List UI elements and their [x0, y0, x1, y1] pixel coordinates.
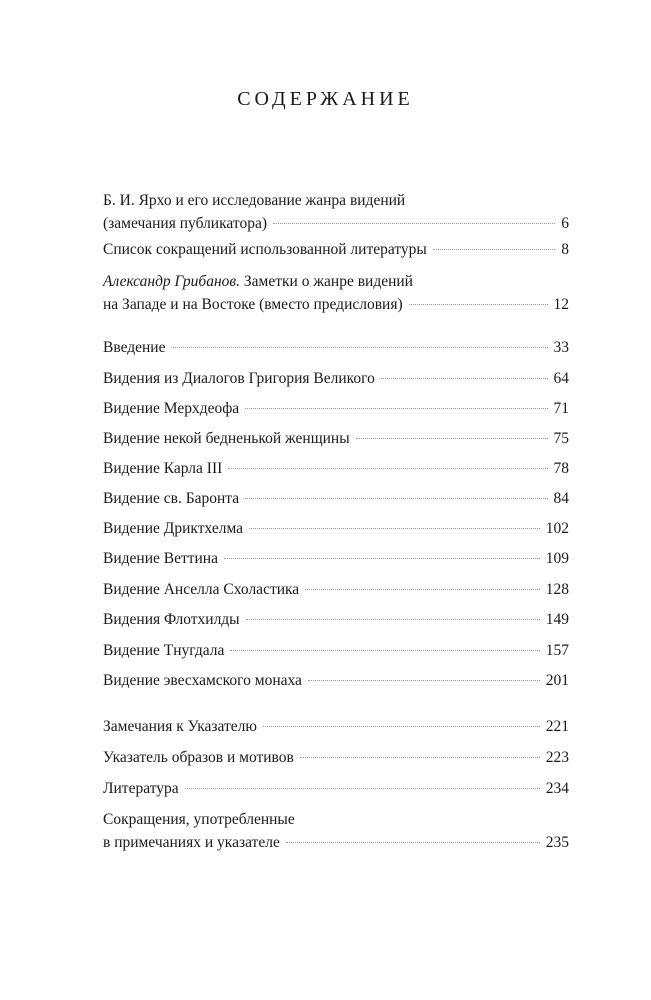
toc-entry-title: в примечаниях и указателе [103, 834, 280, 851]
toc-page-number: 75 [553, 430, 569, 447]
toc-entry-title: Видение эвесхамского монаха [103, 672, 302, 689]
dot-leader [245, 408, 547, 409]
dot-leader [305, 589, 540, 590]
toc-entry-title: Видение Тнугдала [103, 642, 225, 659]
toc-entry-title: Указатель образов и мотивов [103, 749, 294, 766]
dot-leader [245, 498, 547, 499]
toc-page-number: 71 [553, 400, 569, 417]
dot-leader [409, 304, 548, 305]
toc-entry[interactable] [103, 457, 569, 480]
toc-page-number: 128 [545, 581, 569, 598]
toc-entry[interactable] [103, 397, 569, 420]
toc-entry-title: Введение [103, 339, 166, 356]
toc-entry-title: Видение Веттина [103, 550, 218, 567]
toc-page-number: 78 [553, 460, 569, 477]
dot-leader [308, 680, 540, 681]
dot-leader [224, 558, 540, 559]
toc-entry-title: Видение некой бедненькой женщины [103, 430, 350, 447]
dot-leader [230, 650, 539, 651]
toc-entry[interactable] [103, 715, 569, 738]
toc-entry-title: (замечания публикатора) [103, 215, 267, 232]
toc-entry-title: на Западе и на Востоке (вместо предисловия) [103, 296, 403, 313]
dot-leader [171, 347, 547, 348]
toc-entry-title: Александр Грибанов. Заметки о жанре видений [103, 273, 413, 290]
toc-entry-title: Видение Анселла Схоластика [103, 581, 300, 598]
toc-entry[interactable] [103, 517, 569, 540]
toc-page-number: 157 [545, 642, 569, 659]
toc-entry-title: Список сокращений использованной литературы [103, 241, 427, 258]
dot-leader [249, 528, 540, 529]
toc-entry[interactable] [103, 746, 569, 769]
toc-entry[interactable] [103, 336, 569, 359]
toc-entry-title: Видения Флотхилды [103, 611, 240, 628]
dot-leader [356, 438, 548, 439]
dot-leader [246, 619, 540, 620]
toc-entry[interactable] [103, 608, 569, 631]
toc-entry-title: Видение Карла III [103, 460, 223, 477]
toc-page-number: 223 [545, 749, 569, 766]
toc-entry[interactable] [103, 427, 569, 450]
dot-leader [228, 468, 547, 469]
toc-entry[interactable] [103, 808, 569, 854]
toc-page-number: 33 [553, 339, 569, 356]
toc-page-number: 6 [561, 215, 569, 232]
toc-entry[interactable] [103, 487, 569, 510]
toc-entry[interactable] [103, 669, 569, 692]
dot-leader [263, 726, 540, 727]
toc-entry[interactable] [103, 189, 569, 235]
toc-page-number: 8 [561, 241, 569, 258]
toc-page-number: 149 [545, 611, 569, 628]
toc-page-number: 235 [545, 834, 569, 851]
toc-entry-title: Замечания к Указателю [103, 718, 257, 735]
toc-page-number: 234 [545, 780, 569, 797]
page-title: СОДЕРЖАНИЕ [237, 88, 414, 110]
toc-page-number: 84 [553, 490, 569, 507]
dot-leader [433, 249, 555, 250]
toc-entry[interactable] [103, 777, 569, 800]
toc-page-number: 201 [545, 672, 569, 689]
toc-page-number: 102 [545, 520, 569, 537]
toc-page-number: 109 [545, 550, 569, 567]
toc-entry-title: Видение Дриктхелма [103, 520, 244, 537]
toc-entry-title: Сокращения, употребленные [103, 811, 295, 828]
dot-leader [286, 842, 540, 843]
toc-entry-title: Б. И. Ярхо и его исследование жанра видений [103, 192, 406, 209]
toc-entry[interactable] [103, 238, 569, 261]
toc-entry-title: Литература [103, 780, 179, 797]
toc-entry[interactable] [103, 367, 569, 390]
toc-entry[interactable] [103, 270, 569, 316]
dot-leader [381, 378, 548, 379]
dot-leader [185, 788, 540, 789]
toc-page-number: 12 [553, 296, 569, 313]
toc-entry-title: Видение св. Баронта [103, 490, 240, 507]
toc-entry[interactable] [103, 547, 569, 570]
dot-leader [273, 223, 555, 224]
toc-page-number: 64 [553, 370, 569, 387]
toc-entry[interactable] [103, 578, 569, 601]
dot-leader [300, 757, 540, 758]
toc-page-number: 221 [545, 718, 569, 735]
toc-entry-author: Александр Грибанов. [103, 273, 241, 290]
toc-entry-title: Видения из Диалогов Григория Великого [103, 370, 375, 387]
toc-entry-title: Видение Мерхдеофа [103, 400, 240, 417]
toc-entry[interactable] [103, 639, 569, 662]
